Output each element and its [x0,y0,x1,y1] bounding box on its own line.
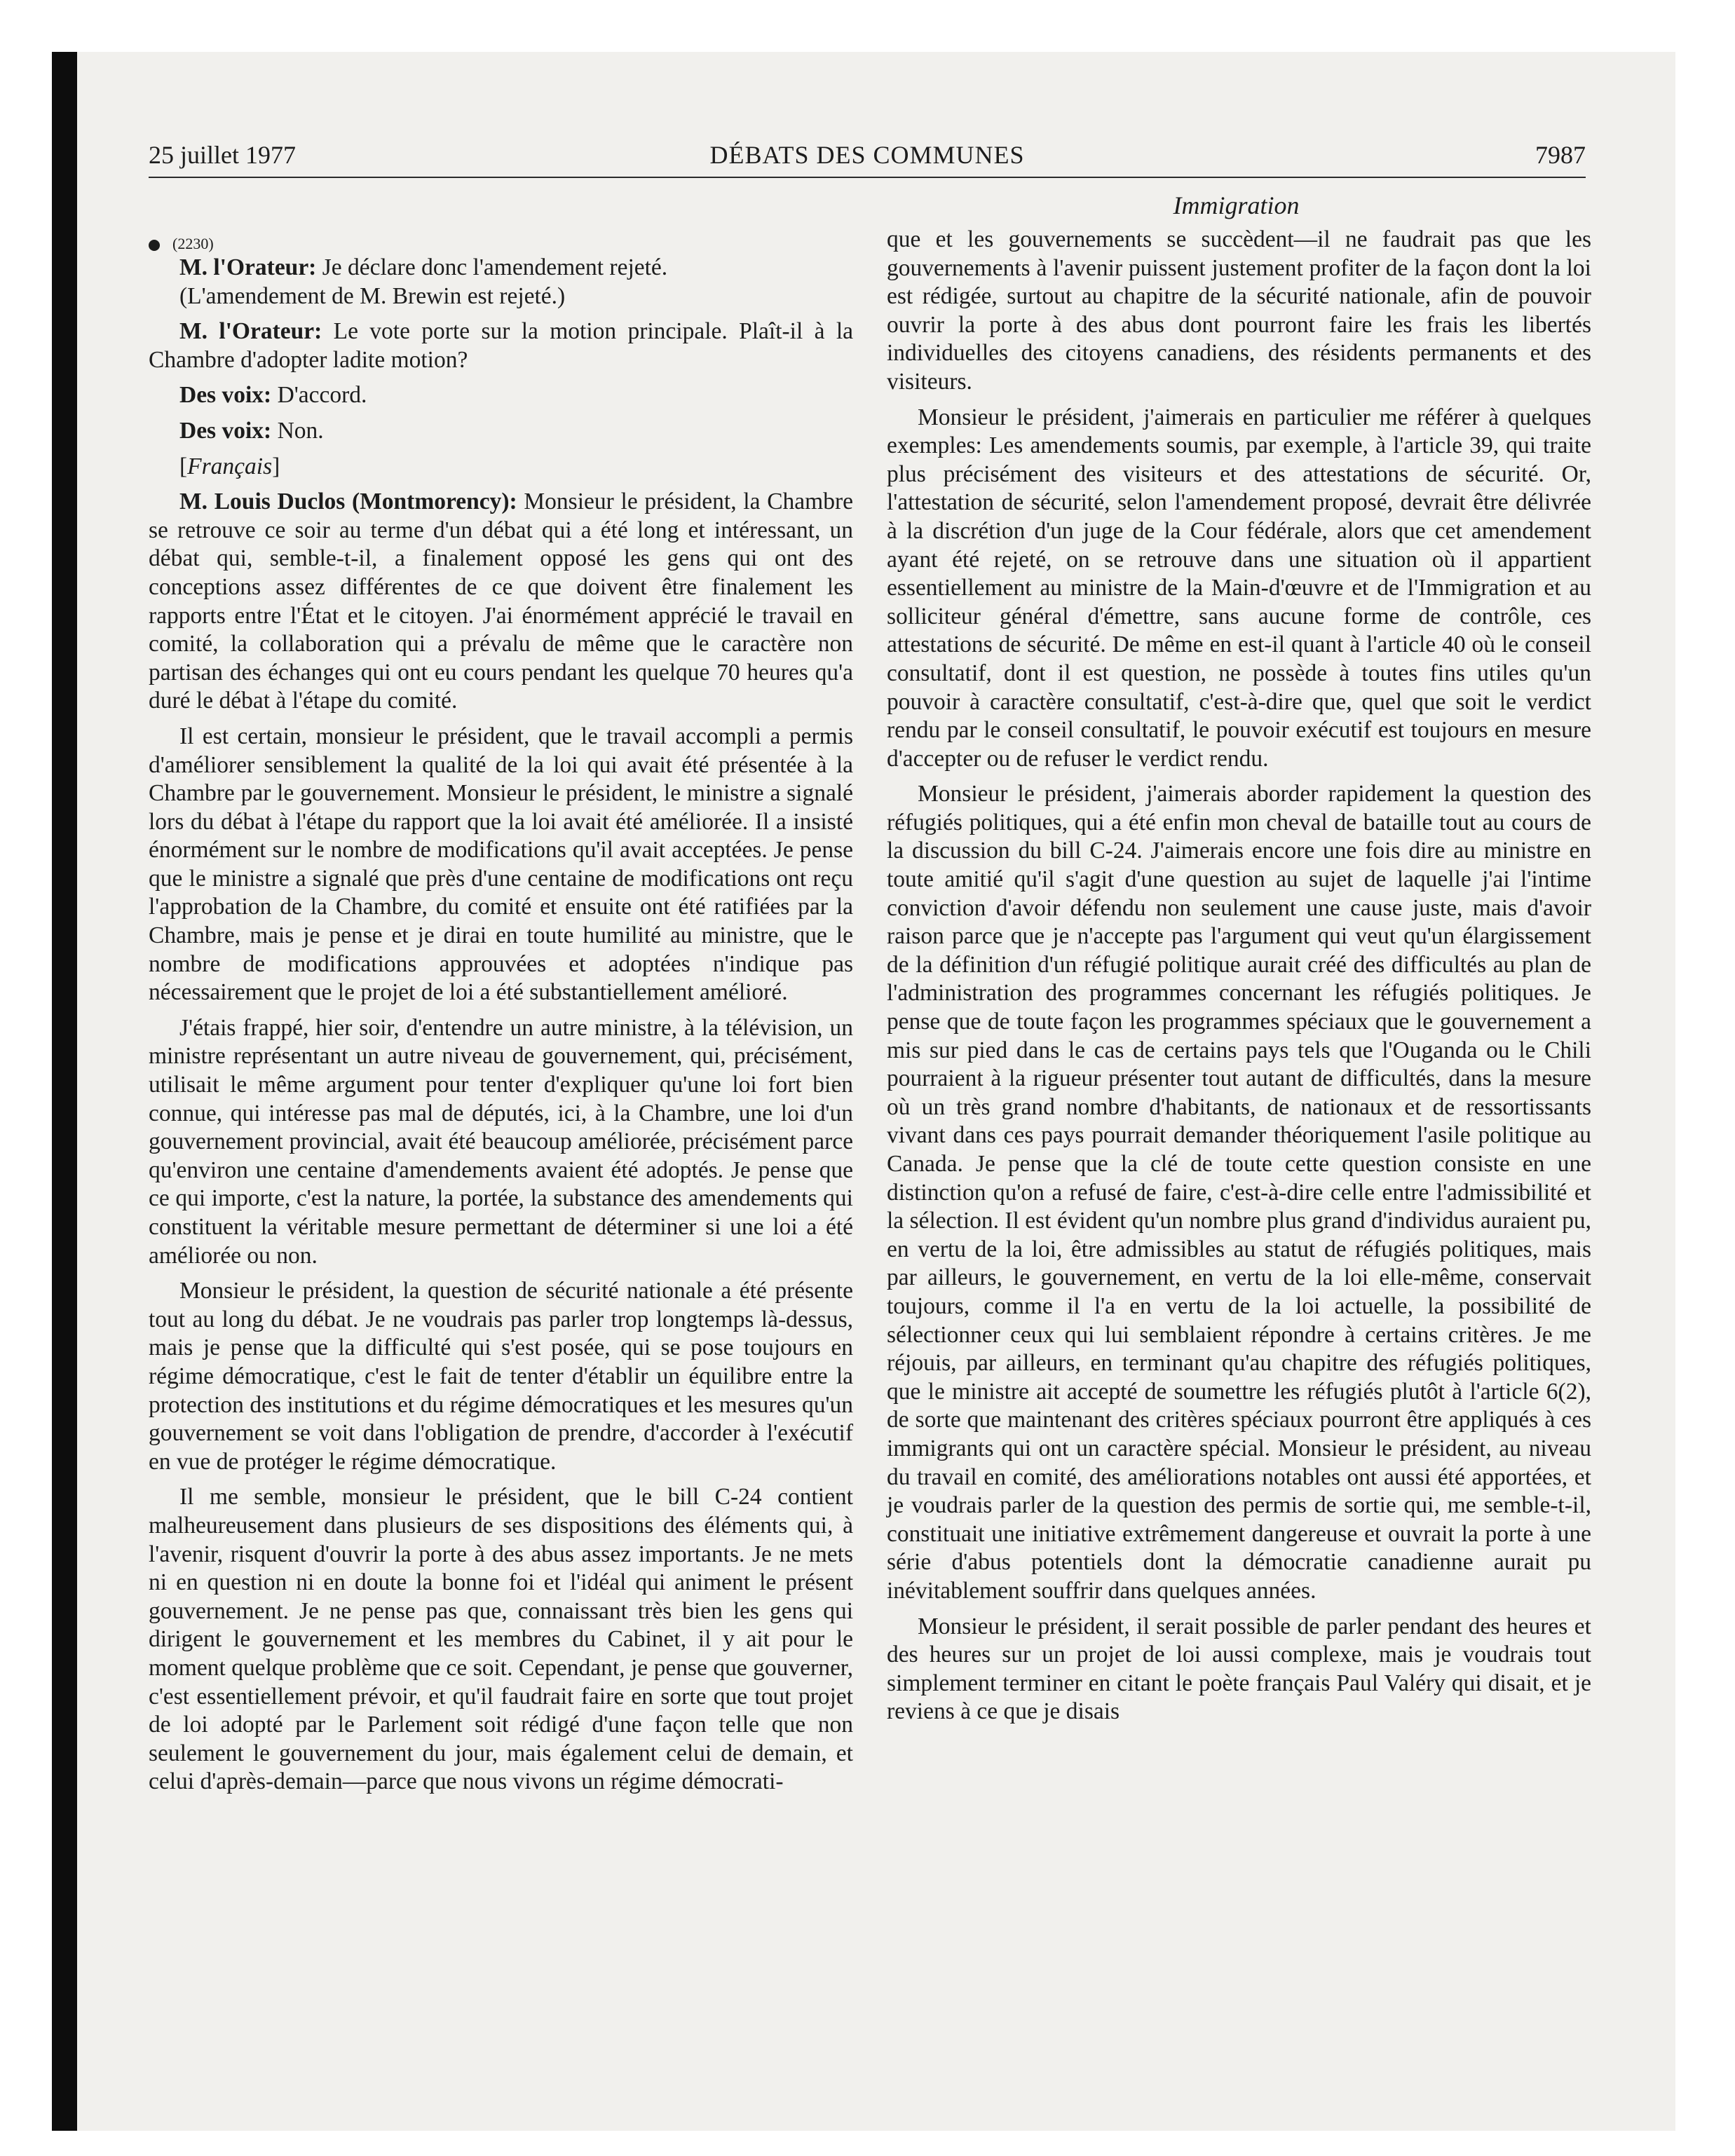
speaker-name: M. l'Orateur: [179,254,317,280]
speaker-name: Des voix: [179,417,272,444]
paragraph [149,488,853,716]
paragraph: que et les gouvernements se succèdent—il ne faudrait pas que les gouvernements à l'avenir puissent justement profiter de la façon dont la loi est rédigée, surtout au chapitre de la sécurité nationale, afin de pouvoir ouvrir la porte à des abus dont pourront faire les frais les libertés individuelles des citoyens canadiens, des résidents permanents et des visiteurs. [887,226,1591,395]
paragraph-text: Non. [271,417,324,444]
left-column [149,226,853,1803]
page-header [149,137,1586,178]
bullet-icon [149,240,160,251]
header-title: DÉBATS DES COMMUNES [709,141,1025,169]
paragraph: J'étais frappé, hier soir, d'entendre un autre ministre, à la télévision, un ministre représentant un autre niveau de gouvernement, qui, précisément, utilisait le même argument pour tenter d'expliquer qu'une loi fort bien connue, qui intéresse pas mal de députés, ici, à la Chambre, une loi d'un gouvernement provincial, avait été beaucoup améliorée, précisément parce qu'environ une centaine d'amendements avaient été adoptés. Je pense que ce qui importe, c'est la nature, la portée, la substance des amendements qui constituent la véritable mesure permettant de déterminer si une loi a été améliorée ou non. [149,1014,853,1269]
paragraph: Monsieur le président, j'aimerais aborder rapidement la question des réfugiés politiques, qui a été enfin mon cheval de bataille tout au cours de la discussion du bill C-24. J'aimerais encore une fois dire au ministre en toute amitié qu'il s'agit d'une question au sujet de laquelle j'ai l'intime conviction d'avoir défendu non seulement une cause juste, mais d'avoir raison parce que je n'accepte pas l'argument qui veut qu'un élargissement de la définition d'un réfugié politique aurait créé des difficultés au plan de l'administration des programmes concernant les réfugiés politiques. Je pense que de toute façon les programmes spéciaux que le gouvernement a mis sur pied dans le cas de certains pays tels que l'Ouganda ou le Chili pourraient à la rigueur présenter tout autant de difficultés, dans la mesure où un très grand nombre d'habitants, de nationaux et de ressortissants vivant dans ces pays pourrait demander théoriquement l'asile politique au Canada. Je pense que la clé de toute cette question consiste en une distinction qu'on a refusé de faire, c'est-à-dire celle entre l'admissibilité et la sélection. Il est évident qu'un nombre plus grand d'individus auraient pu, en vertu de la loi, être admissibles au statut de réfugiés politiques, mais par ailleurs, le gouvernement, en vertu de la loi elle-même, conservait toujours, comme il l'a en vertu de la loi actuelle, la possibilité de sélectionner ceux qui lui semblaient répondre à certains critères. Je me réjouis, par ailleurs, en terminant qu'au chapitre des réfugiés politiques, que le ministre ait accepté de soumettre les réfugiés plutôt à l'article 6(2), de sorte que maintenant des critères spéciaux pourront être appliqués à ces immigrants qui ont un caractère spécial. Monsieur le président, au niveau du travail en comité, des améliorations notables ont aussi été apportées, et je voudrais parler de la question des permis de sortie qui, me semble-t-il, constituait une initiative extrêmement dangereuse et ouvrait la porte à une série d'abus potentiels dont la démocratie canadienne aurait pu inévitablement souffrir dans quelques années. [887,781,1591,1604]
paragraph: Monsieur le président, j'aimerais en particulier me référer à quelques exemples: Les amendements soumis, par exemple, à l'article 39, qui traite plus précisément des visiteurs et des attestations de sécurité. Or, l'attestation de sécurité, selon l'amendement proposé, devrait être délivrée à la discrétion d'un juge de la Cour fédérale, alors que cet amendement ayant été rejeté, on se retrouve dans une situation où il appartient essentiellement au ministre de la Main-d'œuvre et de l'Immigration et au solliciteur général d'émettre, sans aucune forme de contrôle, ces attestations de sécurité. De même en est-il quant à l'article 40 où le conseil consultatif, dont il est question, ne possède à toutes fins utiles qu'un pouvoir à caractère consultatif, c'est-à-dire que, quel que soit le verdict rendu par le conseil consultatif, le pouvoir exécutif est toujours en mesure d'accepter ou de refuser le verdict rendu. [887,404,1591,772]
paragraph: Monsieur le président, la question de sécurité nationale a été présente tout au long du débat. Je ne voudrais pas parler trop longtemps là-dessus, mais je pense que la difficulté qui s'est posée, qui se pose toujours en régime démocratique, c'est le fait de tenter d'établir un équilibre entre la protection des institutions et du régime démocratiques et les mesures qu'un gouvernement se voit dans l'obligation de prendre, d'accorder à l'exécutif en vue de protéger le régime démocratique. [149,1278,853,1475]
time-marker [149,230,853,258]
paragraph: Il est certain, monsieur le président, que le travail accompli a permis d'améliorer sensiblement la qualité de la loi qui avait été présentée à la Chambre par le gouvernement. Monsieur le président, le ministre a signalé lors du débat à l'étape du rapport que la loi avait été améliorée. Il a insisté énormément sur le nombre de modifications qu'il avait acceptées. Je pense que le ministre a signalé que près d'une centaine de modifications ont reçu l'approbation de la Chambre, du comité et ensuite ont été ratifiées par la Chambre, mais je pense et je dirai en toute humilité au ministre, que le nombre de modifications approuvées et adoptées n'indique pas nécessairement que le projet de loi a été substantiellement amélioré. [149,723,853,1006]
language-tag-text: Français [187,453,273,479]
binding-edge [52,52,77,2131]
header-date: 25 juillet 1977 [149,141,296,169]
time-marker-text: (2230) [172,235,214,252]
paragraph-text: Le vote porte sur la motion principale. Plaît-il à la Chambre d'adopter ladite motion? [149,318,853,373]
paragraph [149,381,853,410]
speaker-name: M. l'Orateur: [179,318,322,345]
language-tag: [Français] [179,453,280,479]
speaker-name: M. Louis Duclos (Montmorency): [179,489,517,515]
paragraph: Il me semble, monsieur le président, que le bill C-24 contient malheureusement dans plusieurs de ses dispositions des éléments qui, à l'avenir, risquent d'ouvrir la porte à des abus assez importants. Je ne mets ni en question ni en doute la bonne foi et l'idéal qui animent le présent gouvernement. Je ne pense pas que, connaissant très bien les gens qui dirigent le gouvernement et les membres du Cabinet, il y ait pour le moment quelque problème que ce soit. Cependant, je pense que gouverner, c'est essentiellement prévoir, et qu'il faudrait faire en sorte que tout projet de loi adopté par le Parlement soit rédigé d'une façon telle que non seulement le gouvernement du jour, mais également celui de demain, et celui d'après-demain—parce que nous vivons un régime démocrati- [149,1484,853,1795]
paragraph-text: Monsieur le président, la Chambre se retrouve ce soir au terme d'un débat qui a été long et intéressant, un débat qui, semble-t-il, a finalement opposé les gens qui ont des conceptions assez différentes de ce que doivent être finalement les rapports entre l'État et le citoyen. J'ai énormément apprécié le travail en comité, la collaboration qui a prévalu de même que le caractère non partisan des échanges qui ont eu cours pendant les quelque 70 heures qu'a duré le débat à l'étape du comité. [149,489,853,714]
paragraph [149,417,853,446]
speaker-name: Des voix: [179,382,272,409]
subject-heading: Immigration [1173,191,1300,219]
paragraph [149,254,853,282]
paragraph: Monsieur le président, il serait possible de parler pendant des heures et des heures sur un projet de loi aussi complexe, mais je voudrais tout simplement terminer en citant le poète français Paul Valéry qui disait, et je reviens à ce que je disais [887,1613,1591,1725]
right-column [887,226,1591,1733]
header-page-number: 7987 [1535,141,1586,169]
paragraph-text: D'accord. [271,382,367,409]
paragraph-text: Je déclare donc l'amendement rejeté. [316,254,668,280]
paragraph: (L'amendement de M. Brewin est rejeté.) [179,282,566,309]
paragraph [149,318,853,374]
